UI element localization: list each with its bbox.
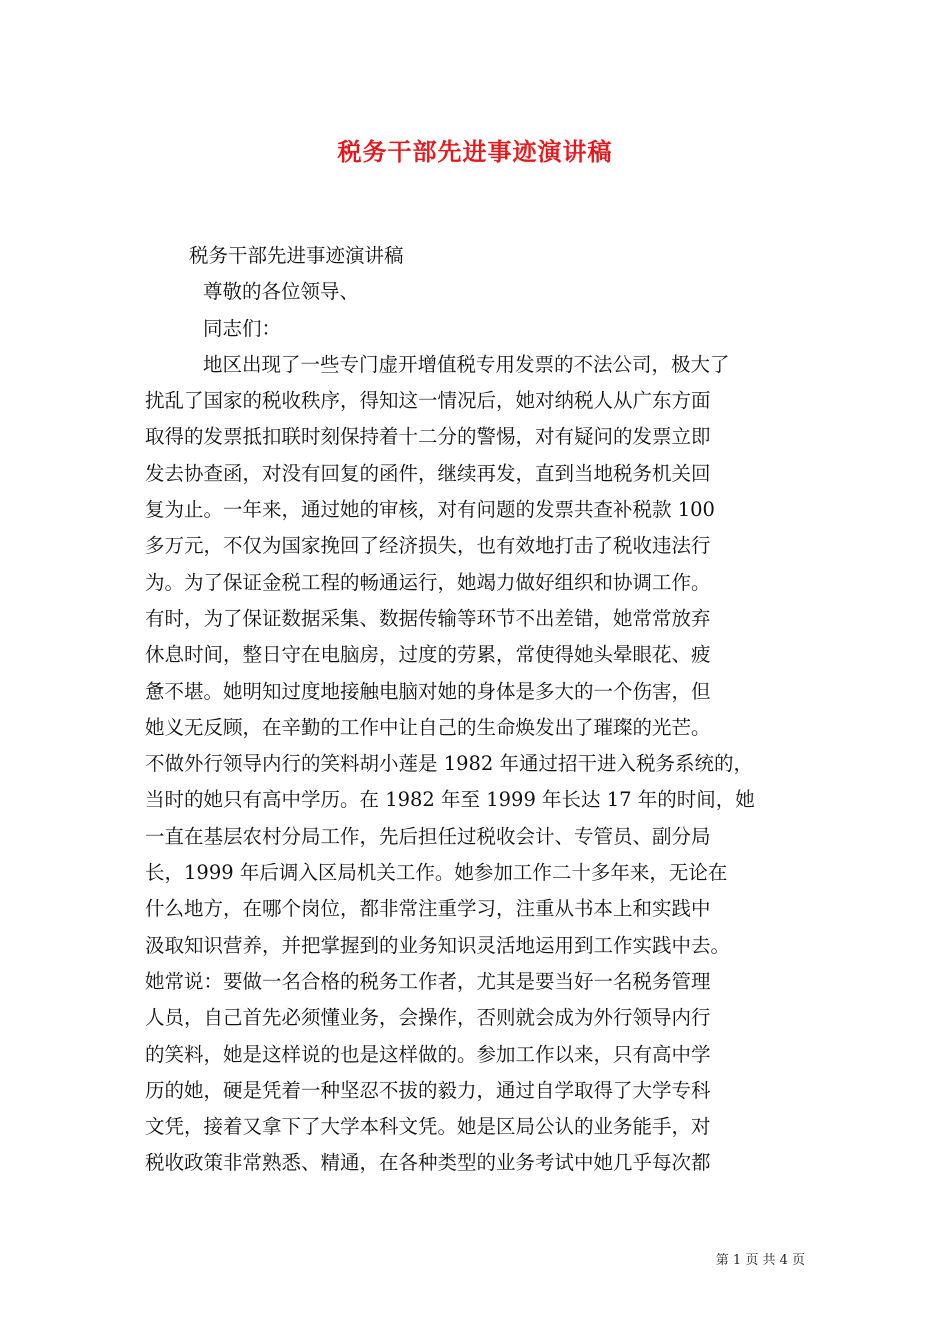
text-line: 惫不堪。她明知过度地接触电脑对她的身体是多大的一个伤害，但 bbox=[145, 679, 711, 703]
text-line: 一直在基层农村分局工作，先后担任过税收会计、专管员、副分局 bbox=[145, 824, 711, 848]
text-line: 多万元，不仅为国家挽回了经济损失，也有效地打击了税收违法行 bbox=[145, 534, 711, 558]
text-line: 的笑料，她是这样说的也是这样做的。参加工作以来，只有高中学 bbox=[145, 1042, 711, 1066]
text-line: 当时的她只有高中学历。在 1982 年至 1999 年长达 17 年的时间，她 bbox=[145, 788, 755, 812]
text-line: 发去协查函，对没有回复的函件，继续再发，直到当地税务机关回 bbox=[145, 461, 711, 485]
document-subtitle: 税务干部先进事迹演讲稿 bbox=[189, 244, 404, 267]
text-line: 人员，自己首先必须懂业务，会操作，否则就会成为外行领导内行 bbox=[145, 1006, 711, 1030]
text-line: 有时，为了保证数据采集、数据传输等环节不出差错，她常常放弃 bbox=[145, 606, 711, 630]
text-line: 取得的发票抵扣联时刻保持着十二分的警惕，对有疑问的发票立即 bbox=[145, 425, 711, 449]
salutation-line-1: 尊敬的各位领导、 bbox=[203, 280, 360, 304]
text-line: 文凭，接着又拿下了大学本科文凭。她是区局公认的业务能手，对 bbox=[145, 1115, 711, 1139]
salutation-line-2: 同志们： bbox=[203, 316, 282, 340]
text-line: 汲取知识营养，并把掌握到的业务知识灵活地运用到工作实践中去。 bbox=[145, 933, 731, 957]
text-line: 什么地方，在哪个岗位，都非常注重学习，注重从书本上和实践中 bbox=[145, 897, 711, 921]
text-line: 长，1999 年后调入区局机关工作。她参加工作二十多年来，无论在 bbox=[145, 861, 728, 885]
text-line: 税收政策非常熟悉、精通，在各种类型的业务考试中她几乎每次都 bbox=[145, 1151, 711, 1175]
text-line: 扰乱了国家的税收秩序，得知这一情况后，她对纳税人从广东方面 bbox=[145, 389, 711, 413]
text-line: 她义无反顾，在辛勤的工作中让自己的生命焕发出了璀璨的光芒。 bbox=[145, 715, 711, 739]
text-line: 她常说：要做一名合格的税务工作者，尤其是要当好一名税务管理 bbox=[145, 969, 711, 993]
text-line: 历的她，硬是凭着一种坚忍不拔的毅力，通过自学取得了大学专科 bbox=[145, 1078, 711, 1102]
text-line: 不做外行领导内行的笑料胡小莲是 1982 年通过招干进入税务系统的， bbox=[145, 752, 754, 776]
text-line: 地区出现了一些专门虚开增值税专用发票的不法公司，极大了 bbox=[203, 352, 730, 376]
document-body bbox=[145, 238, 810, 1182]
text-line: 休息时间，整日守在电脑房，过度的劳累，常使得她头晕眼花、疲 bbox=[145, 643, 711, 667]
text-line: 复为止。一年来，通过她的审核，对有问题的发票共查补税款 100 bbox=[145, 498, 715, 522]
page-title: 税务干部先进事迹演讲稿 bbox=[337, 137, 613, 166]
text-line: 为。为了保证金税工程的畅通运行，她竭力做好组织和协调工作。 bbox=[145, 570, 711, 594]
page-number-footer: 第 1 页 共 4 页 bbox=[715, 1253, 805, 1268]
